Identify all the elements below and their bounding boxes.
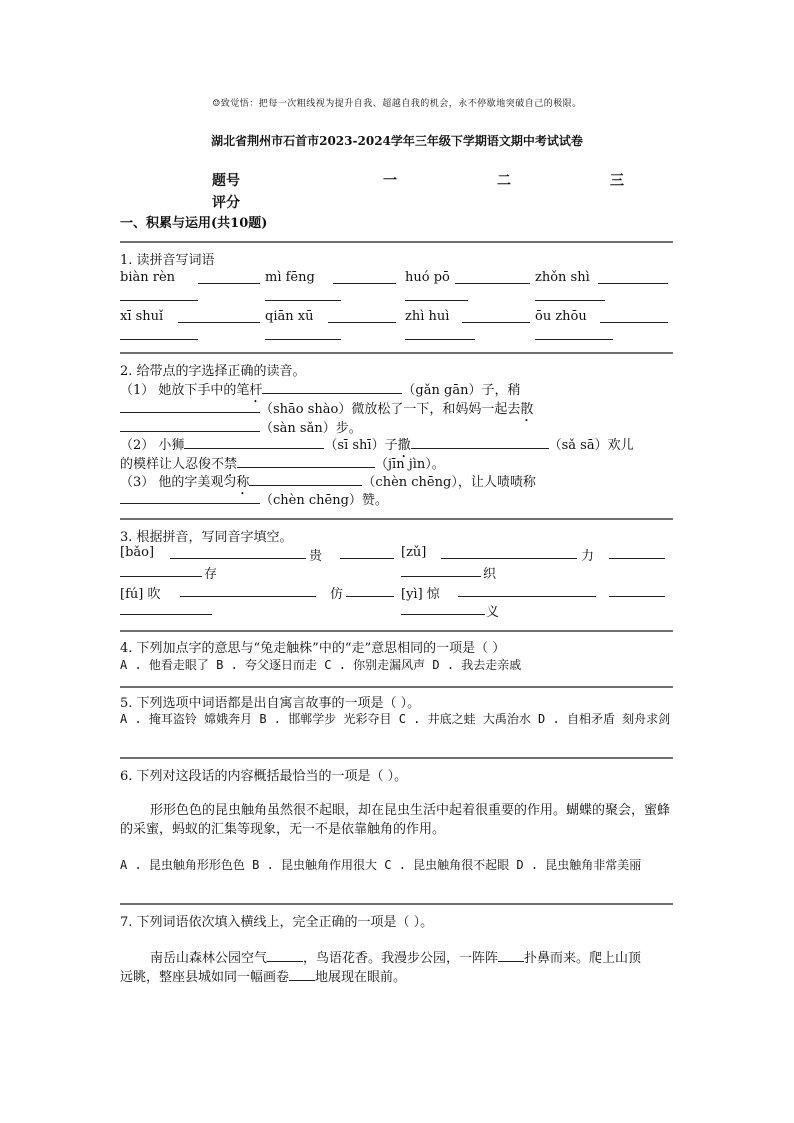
q1-blank-7b[interactable]	[405, 339, 475, 340]
q1-blank-3[interactable]	[455, 283, 530, 284]
q2-text: （sàn sǎn）步。	[260, 421, 362, 436]
q4-stem: 4. 下列加点字的意思与“兔走触株”中的“走”意思相同的一项是（ ）	[120, 641, 506, 656]
q3-blank-2[interactable]	[340, 558, 394, 559]
divider	[120, 518, 673, 520]
q1-blank-4[interactable]	[598, 283, 668, 284]
q7-stem: 7. 下列词语依次填入横线上，完全正确的一项是（ ）。	[120, 915, 434, 930]
q7-text: 远眺，整座县城如同一幅画卷	[120, 970, 290, 985]
q7-blank-2[interactable]	[498, 949, 524, 962]
q6-passage: 形形色色的昆虫触角虽然很不起眼，却在昆虫生活中起着很重要的作用。蝴蝶的聚会，蜜蜂的采蜜，蚂蚁的汇集等现象，无一不是依靠触角的作用。	[120, 803, 671, 837]
divider	[120, 903, 673, 905]
q1-blank-2[interactable]	[333, 283, 396, 284]
q3-char: 义	[486, 605, 500, 620]
q7-text: 地展现在眼前。	[315, 970, 407, 985]
q2-blank-8[interactable]	[120, 491, 260, 504]
q2-text: （1） 她放下手中的笔	[120, 383, 250, 398]
q2-text: （sī shī）子	[324, 438, 398, 453]
q1-blank-2b[interactable]	[265, 300, 341, 301]
q1-pinyin-4: zhǒn shì	[535, 270, 590, 285]
q7-blank-3[interactable]	[289, 968, 315, 981]
q1-pinyin-5: xī shuǐ	[120, 309, 164, 324]
score-col-3: 三	[610, 173, 624, 189]
q2-stem: 2. 给带点的字选择正确的读音。	[120, 364, 306, 379]
q3-blank-12[interactable]	[401, 614, 485, 615]
q2-dotted-char: 禁	[224, 457, 238, 472]
q1-blank-8[interactable]	[600, 322, 668, 323]
q3-blank-1[interactable]	[170, 558, 306, 559]
q6-stem: 6. 下列对这段话的内容概括最恰当的一项是（ ）。	[120, 769, 408, 784]
exam-title: 湖北省荆州市石首市2023-2024学年三年级下学期语文期中考试试卷	[211, 134, 583, 148]
q5-options: A . 掩耳盗铃 嫦娥奔月 B . 邯郸学步 光彩夺目 C . 井底之蛙 大禹治水 D . 自相矛盾 刻舟求剑	[120, 712, 671, 726]
q2-blank-5[interactable]	[411, 436, 549, 449]
q6-options: A . 昆虫触角形形色色 B . 昆虫触角作用很大 C . 昆虫触角很不起眼 D . 昆虫触角非常美丽	[120, 858, 642, 872]
q2-blank-4[interactable]	[184, 436, 324, 449]
q3-blank-4[interactable]	[609, 558, 665, 559]
score-label-score: 评分	[212, 195, 240, 211]
q2-text: （shāo shào）微放松了一下，和妈妈一起去	[260, 402, 521, 417]
q2-dotted-char: 称	[236, 475, 250, 490]
divider	[120, 352, 673, 354]
q2-text: （2） 小狮	[120, 438, 185, 453]
divider	[120, 241, 673, 243]
q3-blank-3[interactable]	[441, 558, 577, 559]
q2-line-7	[120, 489, 388, 508]
q2-text: （3） 他的字美观匀	[120, 475, 237, 490]
q1-blank-5b[interactable]	[120, 339, 198, 340]
q3-stem: 3. 根据拼音，写同音字填空。	[120, 530, 293, 545]
q7-text: 南岳山森林公园空气	[150, 951, 268, 966]
q3-char: 存	[204, 567, 218, 582]
q3-yi-label: [yì] 惊	[401, 587, 440, 602]
q7-passage-line-2	[120, 966, 406, 985]
divider	[120, 686, 673, 688]
q2-blank-7[interactable]	[249, 473, 362, 486]
q2-text: 的模样让人忍俊不	[120, 457, 225, 472]
q7-blank-1[interactable]	[267, 949, 303, 962]
section-heading: 一、积累与运用(共10题)	[120, 216, 268, 231]
q2-blank-6[interactable]	[237, 455, 375, 468]
q1-blank-5[interactable]	[178, 322, 260, 323]
q1-blank-6[interactable]	[328, 322, 396, 323]
motto-line: ☺致觉悟：把每一次粗线视为提升自我、超越自我的机会，永不停歇地突破自己的极限。	[212, 99, 582, 109]
q1-blank-7[interactable]	[462, 322, 530, 323]
score-label-question-no: 题号	[212, 173, 240, 189]
q1-pinyin-6: qiān xū	[265, 309, 314, 324]
q3-bao-label: [bǎo]	[120, 545, 155, 560]
q3-blank-10[interactable]	[609, 596, 665, 597]
q1-blank-4b[interactable]	[535, 300, 605, 301]
divider	[120, 757, 673, 759]
q1-pinyin-7: zhì huì	[405, 309, 450, 324]
q7-passage-line-1	[150, 947, 641, 966]
q2-dotted-char: 杆	[249, 383, 263, 398]
q2-blank-3[interactable]	[120, 419, 260, 432]
q1-blank-3b[interactable]	[405, 300, 468, 301]
q7-text: ，鸟语花香。我漫步公园，一阵阵	[303, 951, 499, 966]
score-col-2: 二	[497, 173, 511, 189]
q2-blank-2[interactable]	[120, 400, 260, 413]
q7-text: 扑鼻而来。爬上山顶	[524, 951, 642, 966]
q3-blank-6[interactable]	[401, 576, 481, 577]
q1-blank-1b[interactable]	[120, 300, 198, 301]
q2-blank-1[interactable]	[262, 381, 402, 394]
q4-options: A . 他看走眼了 B . 夸父逐日而走 C . 你别走漏风声 D . 我去走亲戚	[120, 658, 522, 672]
q3-blank-5[interactable]	[120, 576, 202, 577]
q3-char: 织	[483, 567, 497, 582]
divider	[120, 630, 673, 632]
q2-dotted-char: 散	[520, 402, 534, 417]
q3-blank-8[interactable]	[346, 596, 394, 597]
q1-blank-6b[interactable]	[265, 339, 341, 340]
q2-text: （jīn jìn）。	[375, 457, 445, 472]
q3-blank-11[interactable]	[120, 614, 212, 615]
q2-text: （gǎn gān）子，稍	[402, 383, 521, 398]
q2-text: （chèn chēng），让人啧啧称	[362, 475, 536, 490]
q2-dotted-char: 撒	[397, 438, 411, 453]
q1-pinyin-1: biàn rèn	[120, 270, 176, 285]
q2-text: （chèn chēng）赞。	[260, 493, 388, 508]
q1-pinyin-3: huó pō	[405, 270, 450, 285]
q1-stem: 1. 读拼音写词语	[120, 253, 215, 268]
q1-blank-8b[interactable]	[535, 339, 613, 340]
q1-pinyin-8: ōu zhōu	[535, 309, 587, 324]
q3-char: 仿	[330, 587, 344, 602]
q3-char: 贵	[309, 549, 323, 564]
q2-text: （sǎ sā）欢儿	[548, 438, 634, 453]
q3-blank-7[interactable]	[180, 596, 316, 597]
q1-pinyin-2: mì fēng	[265, 270, 315, 285]
q3-char: 力	[581, 549, 595, 564]
q3-fu-label: [fú] 吹	[120, 587, 161, 602]
q5-stem: 5. 下列选项中词语都是出自寓言故事的一项是（ ）。	[120, 696, 421, 711]
q3-zu-label: [zǔ]	[401, 545, 427, 560]
q3-blank-9[interactable]	[458, 596, 596, 597]
score-col-1: 一	[383, 173, 397, 189]
q1-blank-1[interactable]	[198, 283, 260, 284]
